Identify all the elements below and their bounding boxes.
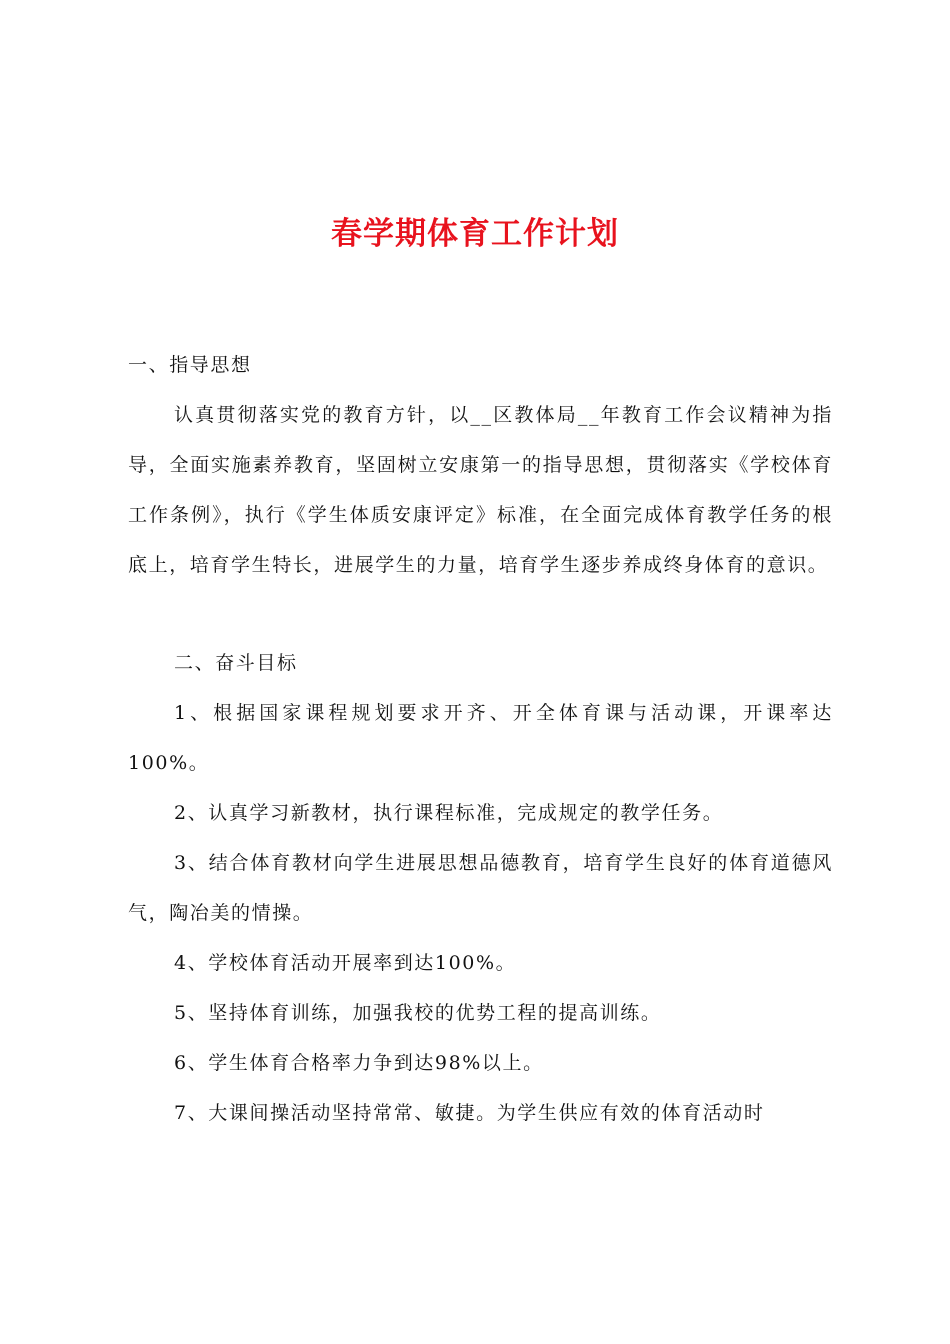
guiding-ideology-paragraph: 认真贯彻落实党的教育方针，以__区教体局__年教育工作会议精神为指导，全面实施素养教育，坚固树立安康第一的指导思想，贯彻落实《学校体育工作条例》，执行《学生体质安康评定》标准，在全面完成体育教学任务的根底上，培育学生特长，进展学生的力量，培育学生逐步养成终身体育的意识。	[128, 404, 833, 576]
goal-item-1: 1、根据国家课程规划要求开齐、开全体育课与活动课，开课率达100%。	[128, 702, 833, 774]
section-heading-guiding-ideology: 一、指导思想	[128, 354, 252, 376]
goal-item-7: 7、大课间操活动坚持常常、敏捷。为学生供应有效的体育活动时	[174, 1102, 765, 1124]
goal-item-5: 5、坚持体育训练，加强我校的优势工程的提高训练。	[174, 1002, 662, 1024]
goal-item-6: 6、学生体育合格率力争到达98%以上。	[174, 1052, 544, 1074]
section-heading-goals: 二、奋斗目标	[174, 652, 298, 674]
goal-item-2: 2、认真学习新教材，执行课程标准，完成规定的教学任务。	[174, 802, 724, 824]
document-title: 春学期体育工作计划	[331, 216, 619, 252]
goal-item-3: 3、结合体育教材向学生进展思想品德教育，培育学生良好的体育道德风气，陶冶美的情操。	[128, 852, 833, 924]
goal-item-4: 4、学校体育活动开展率到达100%。	[174, 952, 517, 974]
